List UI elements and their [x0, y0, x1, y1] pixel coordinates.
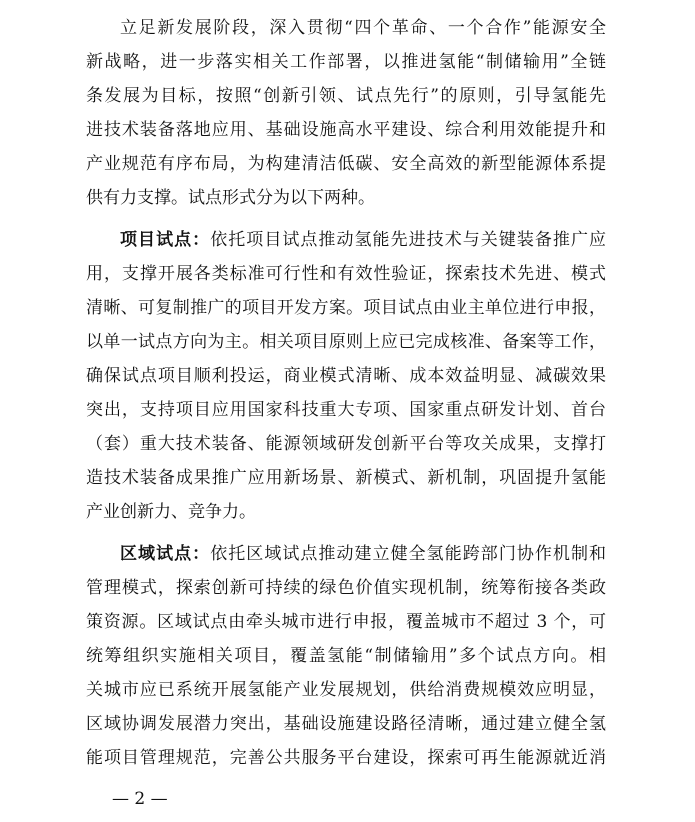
body-text-line: 以单一试点方向为主。相关项目原则上应已完成核准、备案等工作， — [86, 332, 606, 352]
body-text-line: 清晰、可复制推广的项目开发方案。项目试点由业主单位进行申报， — [86, 298, 606, 318]
body-text-line: 策资源。区域试点由牵头城市进行申报，覆盖城市不超过 3 个，可 — [86, 612, 606, 632]
body-text-line: 区域协调发展潜力突出，基础设施建设路径清晰，通过建立健全氢 — [86, 714, 606, 734]
section-heading-regional-pilot: 区域试点： — [120, 544, 211, 564]
body-text-line: 关城市应已系统开展氢能产业发展规划，供给消费规模效应明显， — [86, 680, 606, 700]
body-text-line: 立足新发展阶段，深入贯彻“四个革命、一个合作”能源安全 — [120, 18, 606, 38]
body-text-line: 造技术装备成果推广应用新场景、新模式、新机制，巩固提升氢能 — [86, 468, 606, 488]
body-text-line: 统筹组织实施相关项目，覆盖氢能“制储输用”多个试点方向。相 — [86, 646, 606, 666]
body-text-line: 进技术装备落地应用、基础设施高水平建设、综合利用效能提升和 — [86, 120, 606, 140]
body-text-fragment: 依托项目试点推动氢能先进技术与关键装备推广应 — [210, 230, 606, 250]
page-number: — 2 — — [112, 789, 168, 809]
section-heading-project-pilot: 项目试点： — [120, 230, 211, 250]
body-text-line: 新战略，进一步落实相关工作部署，以推进氢能“制储输用”全链 — [86, 52, 606, 72]
body-text-line: 产业创新力、竞争力。 — [86, 502, 256, 522]
body-text-line: 产业规范有序布局，为构建清洁低碳、安全高效的新型能源体系提 — [86, 154, 606, 174]
body-text-line: 确保试点项目顺利投运，商业模式清晰、成本效益明显、减碳效果 — [86, 366, 606, 386]
body-text-line: 突出，支持项目应用国家科技重大专项、国家重点研发计划、首台 — [86, 400, 606, 420]
body-text-line: 管理模式，探索创新可持续的绿色价值实现机制，统筹衔接各类政 — [86, 578, 606, 598]
body-text-line: 能项目管理规范，完善公共服务平台建设，探索可再生能源就近消 — [86, 748, 606, 768]
body-text-fragment: 依托区域试点推动建立健全氢能跨部门协作机制和 — [210, 544, 606, 564]
paragraph-first-line — [120, 224, 606, 256]
body-text-line: 条发展为目标，按照“创新引领、试点先行”的原则，引导氢能先 — [86, 86, 606, 106]
paragraph-first-line — [120, 538, 606, 570]
body-text-line: 用，支撑开展各类标准可行性和有效性验证，探索技术先进、模式 — [86, 264, 606, 284]
body-text-line: 供有力支撑。试点形式分为以下两种。 — [86, 188, 375, 208]
body-text-line: （套）重大技术装备、能源领域研发创新平台等攻关成果，支撑打 — [86, 434, 606, 454]
